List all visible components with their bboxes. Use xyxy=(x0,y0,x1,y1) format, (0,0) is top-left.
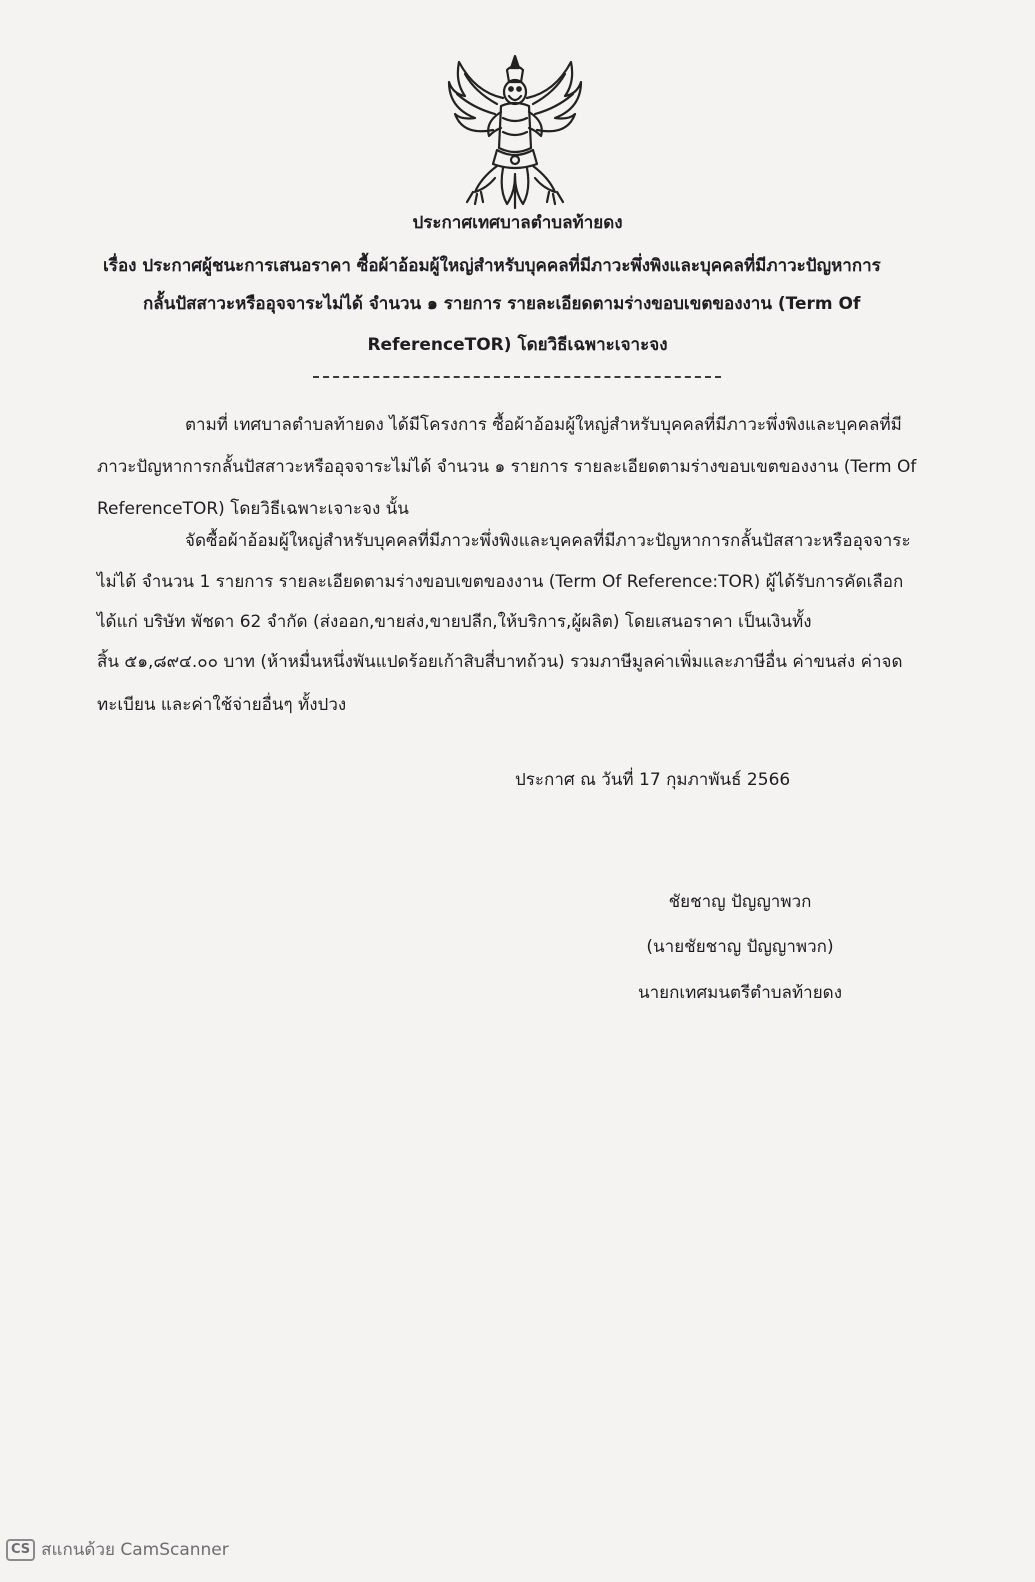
signature-signed-name: ชัยชาญ ปัญญาพวก xyxy=(668,892,812,912)
section-divider xyxy=(313,376,721,378)
paragraph2-line-3: ได้แก่ บริษัท พัชดา 62 จำกัด (ส่งออก,ขายส่ง,ขายปลีก,ให้บริการ,ผู้ผลิต) โดยเสนอราคา เป็นเงินทั้ง xyxy=(97,612,812,632)
announcement-date: ประกาศ ณ วันที่ 17 กุมภาพันธ์ 2566 xyxy=(515,770,791,790)
signature-printed-name: (นายชัยชาญ ปัญญาพวก) xyxy=(646,937,834,957)
paragraph2-line-1: จัดซื้อผ้าอ้อมผู้ใหญ่สำหรับบุคคลที่มีภาวะพึ่งพิงและบุคคลที่มีภาวะปัญหาการกลั้นปัสสาวะหรืออุจจาระ xyxy=(185,531,911,551)
subject-line-2: กลั้นปัสสาวะหรืออุจจาระไม่ได้ จำนวน ๑ รายการ รายละเอียดตามร่างขอบเขตของงาน (Term Of xyxy=(143,294,861,314)
paragraph2-line-2: ไม่ได้ จำนวน 1 รายการ รายละเอียดตามร่างขอบเขตของงาน (Term Of Reference:TOR) ผู้ได้รับการคัดเลือก xyxy=(97,572,904,592)
paragraph1-line-3: ReferenceTOR) โดยวิธีเฉพาะเจาะจง นั้น xyxy=(97,499,409,519)
paragraph1-line-2: ภาวะปัญหาการกลั้นปัสสาวะหรืออุจจาระไม่ได้ จำนวน ๑ รายการ รายละเอียดตามร่างขอบเขตของงาน (Term Of xyxy=(97,457,917,477)
camscanner-footer xyxy=(6,1536,229,1563)
garuda-emblem-icon xyxy=(445,52,585,210)
camscanner-label: สแกนด้วย CamScanner xyxy=(41,1540,229,1560)
paragraph2-line-5: ทะเบียน และค่าใช้จ่ายอื่นๆ ทั้งปวง xyxy=(97,695,347,715)
signature-position: นายกเทศมนตรีตำบลท้ายดง xyxy=(637,983,843,1003)
document-heading: ประกาศเทศบาลตำบลท้ายดง xyxy=(412,213,623,233)
subject-line-1: เรื่อง ประกาศผู้ชนะการเสนอราคา ซื้อผ้าอ้อมผู้ใหญ่สำหรับบุคคลที่มีภาวะพึ่งพิงและบุคคลที่มีภาวะปัญหาการ xyxy=(103,256,881,276)
subject-line-3: ReferenceTOR) โดยวิธีเฉพาะเจาะจง xyxy=(367,335,668,355)
paragraph1-line-1: ตามที่ เทศบาลตำบลท้ายดง ได้มีโครงการ ซื้อผ้าอ้อมผู้ใหญ่สำหรับบุคคลที่มีภาวะพึ่งพิงและบุคคลที่มี xyxy=(185,415,902,435)
camscanner-logo-icon: CS xyxy=(6,1539,35,1561)
paragraph2-line-4: สิ้น ๕๑,๘๙๔.๐๐ บาท (ห้าหมื่นหนึ่งพันแปดร้อยเก้าสิบสี่บาทถ้วน) รวมภาษีมูลค่าเพิ่มและภาษีอื่น ค่าขนส่ง ค่าจด xyxy=(97,652,903,672)
